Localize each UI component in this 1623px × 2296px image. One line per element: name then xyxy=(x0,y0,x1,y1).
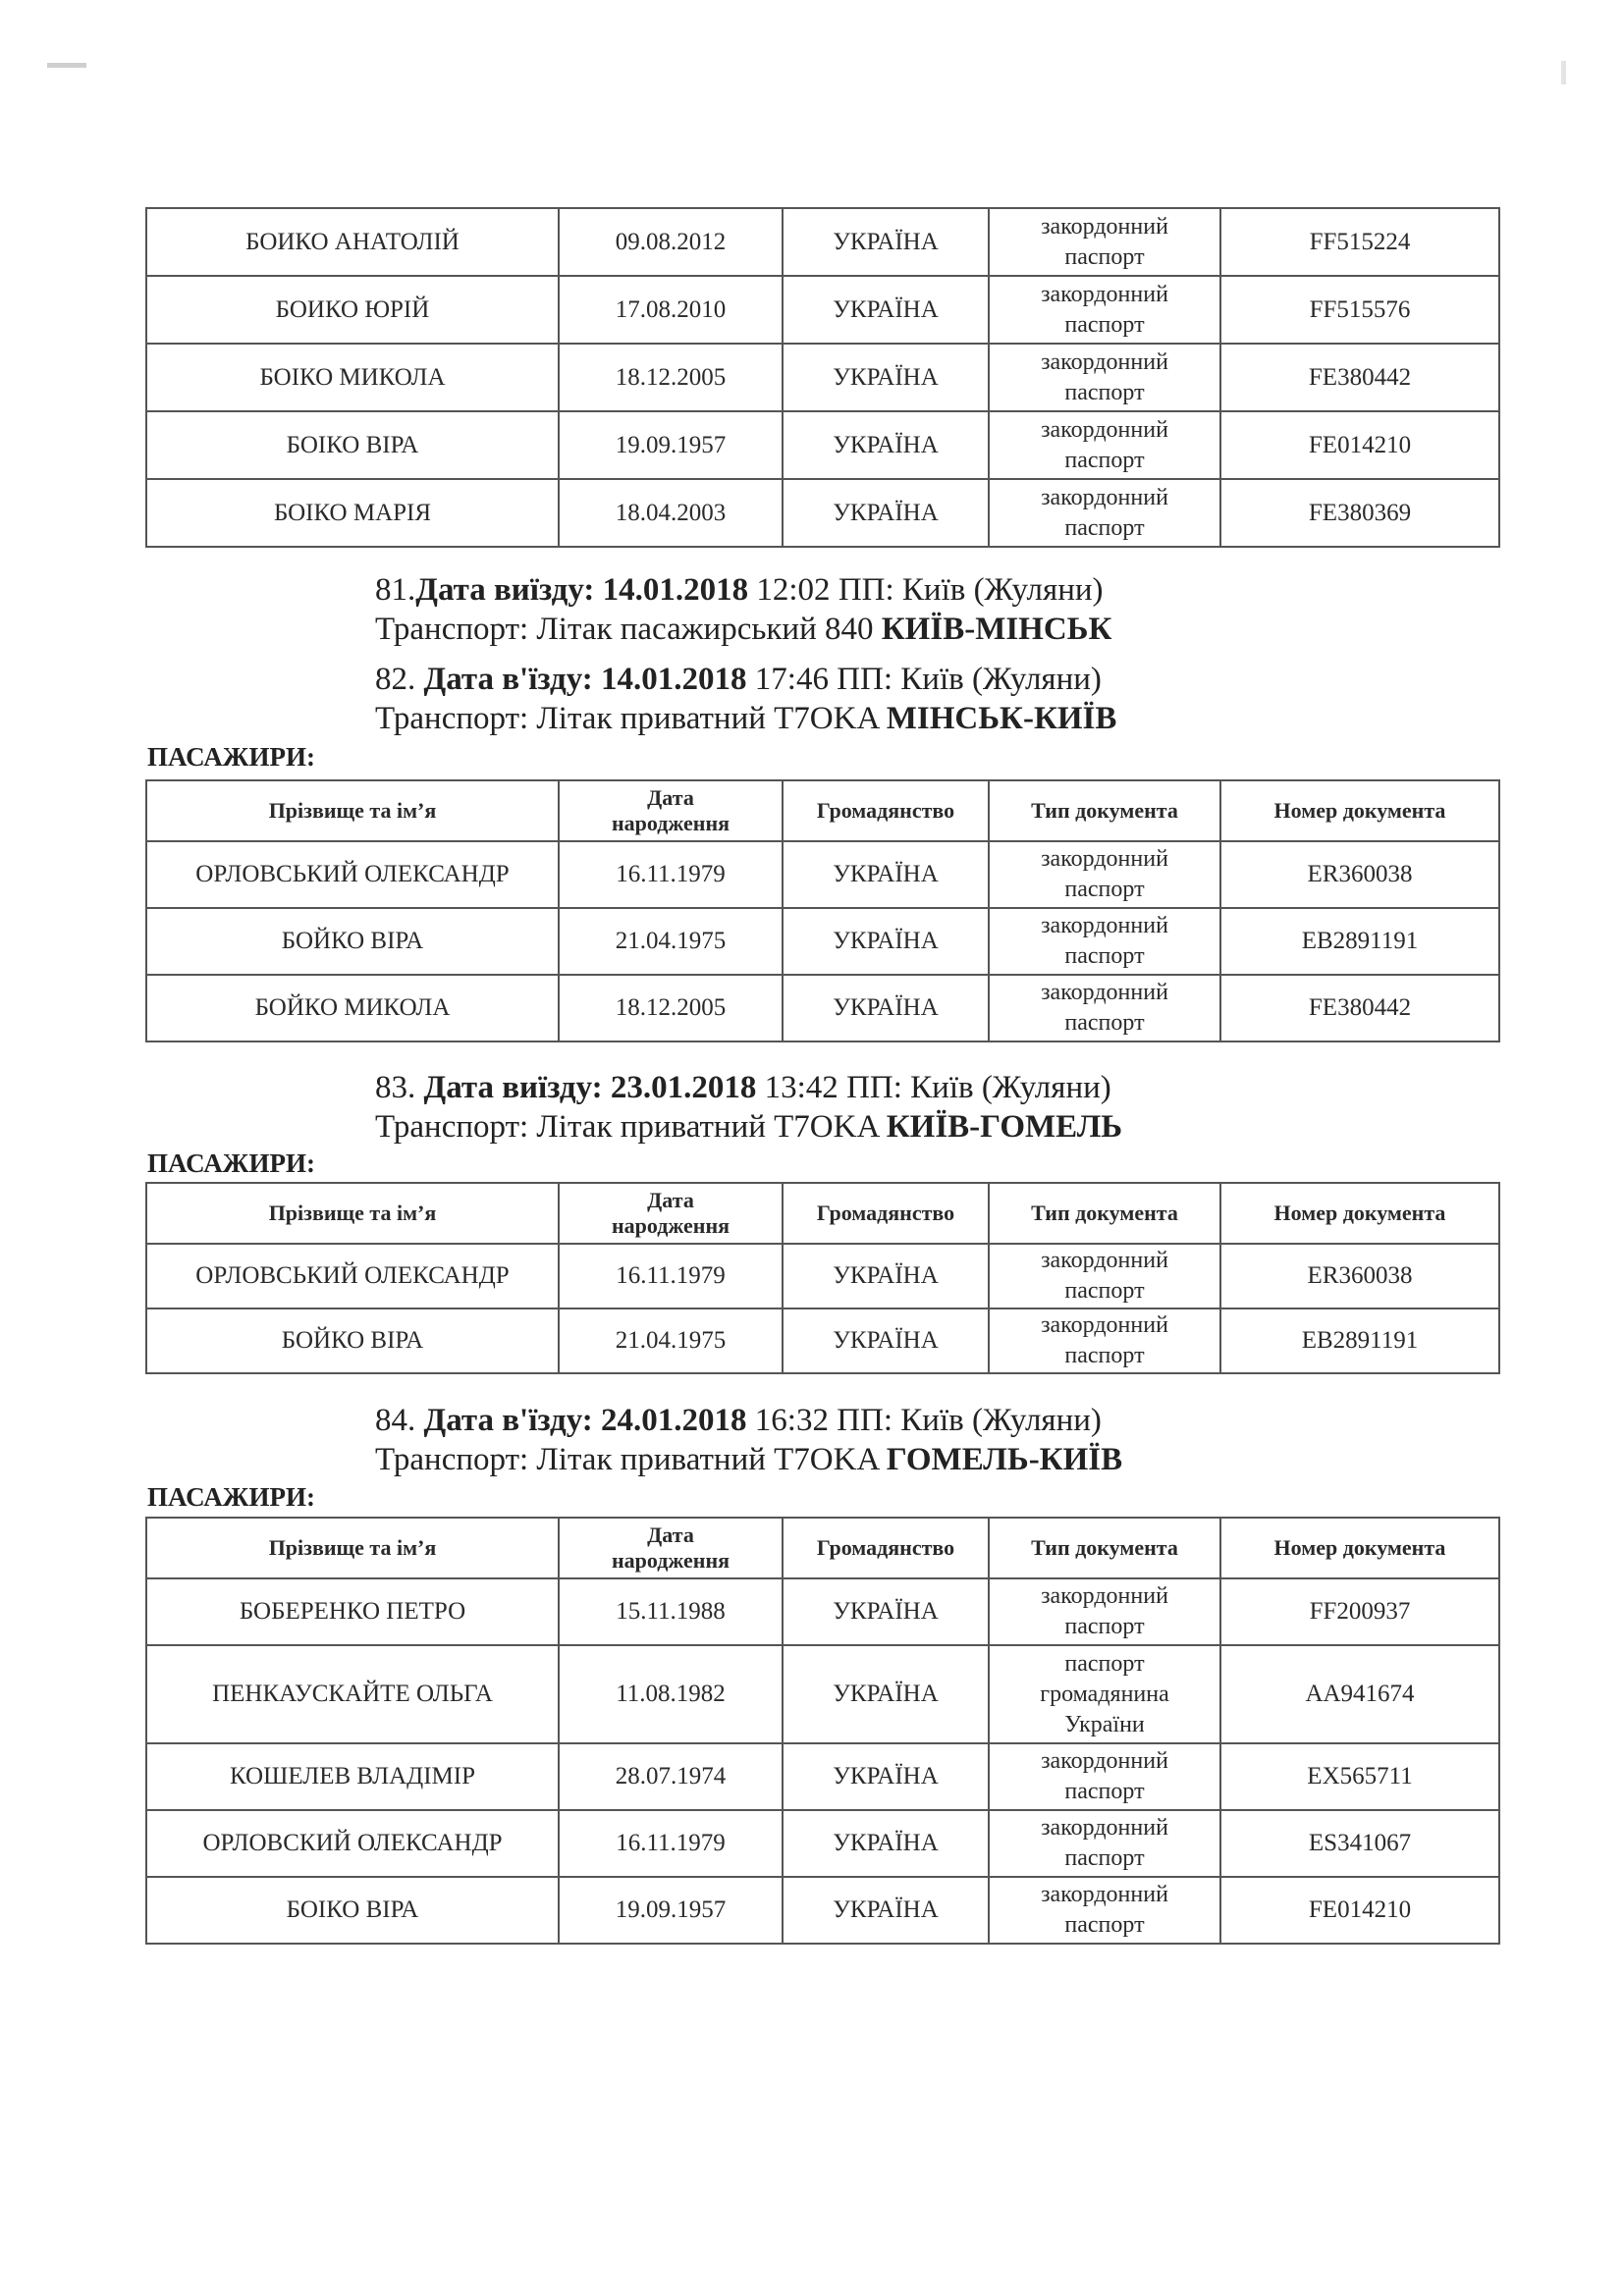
document-type: закордонний паспорт xyxy=(989,208,1220,276)
document-type: закордонний паспорт xyxy=(989,1877,1220,1944)
scan-mark-right xyxy=(1561,61,1566,84)
citizenship: УКРАЇНА xyxy=(783,1743,989,1810)
transport: Транспорт: Літак пасажирський 840 xyxy=(375,612,874,647)
scan-mark-left xyxy=(47,63,86,68)
checkpoint: ПП: Київ (Жуляни) xyxy=(837,1403,1102,1438)
time: 13:42 xyxy=(764,1070,839,1105)
citizenship: УКРАЇНА xyxy=(783,208,989,276)
date-of-birth: 21.04.1975 xyxy=(559,1308,783,1373)
time: 12:02 xyxy=(756,572,831,608)
citizenship: УКРАЇНА xyxy=(783,411,989,479)
route: КИЇВ-МІНСЬК xyxy=(881,612,1112,647)
citizenship: УКРАЇНА xyxy=(783,1308,989,1373)
citizenship: УКРАЇНА xyxy=(783,975,989,1041)
date-of-birth: 16.11.1979 xyxy=(559,1810,783,1877)
document-type: закордонний паспорт xyxy=(989,1743,1220,1810)
transport: Транспорт: Літак приватний T7OKA xyxy=(375,701,879,736)
header-name: Прізвище та ім’я xyxy=(146,1183,559,1244)
passenger-table-83 xyxy=(145,1182,1500,1374)
header-document-type: Тип документа xyxy=(989,780,1220,841)
time: 17:46 xyxy=(754,662,829,697)
document-number: FF515576 xyxy=(1220,276,1499,344)
date-of-birth: 11.08.1982 xyxy=(559,1645,783,1743)
table-row xyxy=(146,1877,1499,1944)
passenger-name: БОІКО МАРІЯ xyxy=(146,479,559,547)
passenger-name: БОІКО МИКОЛА xyxy=(146,344,559,411)
header-document-type: Тип документа xyxy=(989,1518,1220,1578)
transport: Транспорт: Літак приватний T7OKA xyxy=(375,1109,879,1145)
table-row xyxy=(146,1578,1499,1645)
entry-number: 82. xyxy=(375,662,416,697)
date-of-birth: 19.09.1957 xyxy=(559,411,783,479)
table-row xyxy=(146,1645,1499,1743)
citizenship: УКРАЇНА xyxy=(783,1645,989,1743)
passenger-name: КОШЕЛЕВ ВЛАДІМІР xyxy=(146,1743,559,1810)
citizenship: УКРАЇНА xyxy=(783,479,989,547)
date-of-birth: 19.09.1957 xyxy=(559,1877,783,1944)
checkpoint: ПП: Київ (Жуляни) xyxy=(846,1070,1111,1105)
passenger-name: ПЕНКАУСКАЙТЕ ОЛЬГА xyxy=(146,1645,559,1743)
document-type: закордонний паспорт xyxy=(989,908,1220,975)
document-number: FE380369 xyxy=(1220,479,1499,547)
citizenship: УКРАЇНА xyxy=(783,841,989,908)
passenger-table-84 xyxy=(145,1517,1500,1945)
table-row xyxy=(146,841,1499,908)
document-type: закордонний паспорт xyxy=(989,1308,1220,1373)
header-document-number: Номер документа xyxy=(1220,780,1499,841)
date-of-birth: 18.12.2005 xyxy=(559,975,783,1041)
document-number: FE014210 xyxy=(1220,1877,1499,1944)
route: КИЇВ-ГОМЕЛЬ xyxy=(886,1109,1123,1145)
date: 14.01.2018 xyxy=(601,662,747,697)
passenger-name: ОРЛОВСЬКИЙ ОЛЕКСАНДР xyxy=(146,1244,559,1308)
passengers-label: ПАСАЖИРИ: xyxy=(147,742,315,772)
document-number: EX565711 xyxy=(1220,1743,1499,1810)
document-number: FE014210 xyxy=(1220,411,1499,479)
date-of-birth: 15.11.1988 xyxy=(559,1578,783,1645)
table-row xyxy=(146,276,1499,344)
table-header-row xyxy=(146,780,1499,841)
table-row xyxy=(146,1743,1499,1810)
document-type: закордонний паспорт xyxy=(989,276,1220,344)
document-number: FF515224 xyxy=(1220,208,1499,276)
passenger-name: БОЙКО ВІРА xyxy=(146,908,559,975)
document-type: закордонний паспорт xyxy=(989,1578,1220,1645)
checkpoint: ПП: Київ (Жуляни) xyxy=(837,662,1102,697)
table-row xyxy=(146,908,1499,975)
passengers-label: ПАСАЖИРИ: xyxy=(147,1148,315,1178)
entry-number: 83. xyxy=(375,1070,416,1105)
citizenship: УКРАЇНА xyxy=(783,908,989,975)
document-number: EB2891191 xyxy=(1220,908,1499,975)
document-type: закордонний паспорт xyxy=(989,841,1220,908)
header-citizenship: Громадянство xyxy=(783,1183,989,1244)
citizenship: УКРАЇНА xyxy=(783,344,989,411)
citizenship: УКРАЇНА xyxy=(783,276,989,344)
entry-81-heading xyxy=(375,570,1111,649)
passenger-table-82 xyxy=(145,779,1500,1042)
date-of-birth: 17.08.2010 xyxy=(559,276,783,344)
table-row xyxy=(146,344,1499,411)
document-type: закордонний паспорт xyxy=(989,1810,1220,1877)
passenger-name: БОІКО ВІРА xyxy=(146,411,559,479)
date-of-birth: 18.04.2003 xyxy=(559,479,783,547)
table-row xyxy=(146,1308,1499,1373)
passenger-table-continued xyxy=(145,207,1500,548)
table-header-row xyxy=(146,1183,1499,1244)
document-number: AA941674 xyxy=(1220,1645,1499,1743)
table-header-row xyxy=(146,1518,1499,1578)
header-citizenship: Громадянство xyxy=(783,1518,989,1578)
document-type: паспорт громадянина України xyxy=(989,1645,1220,1743)
entry-83-heading xyxy=(375,1068,1122,1147)
date-label: Дата виїзду: xyxy=(423,1070,603,1105)
date-of-birth: 28.07.1974 xyxy=(559,1743,783,1810)
document-number: EB2891191 xyxy=(1220,1308,1499,1373)
date-of-birth: 21.04.1975 xyxy=(559,908,783,975)
date-of-birth: 09.08.2012 xyxy=(559,208,783,276)
header-document-type: Тип документа xyxy=(989,1183,1220,1244)
entry-number: 81. xyxy=(375,572,416,608)
document-number: ES341067 xyxy=(1220,1810,1499,1877)
table-row xyxy=(146,1244,1499,1308)
date-label: Дата в'їзду: xyxy=(423,662,593,697)
document-number: FF200937 xyxy=(1220,1578,1499,1645)
date-label: Дата в'їзду: xyxy=(423,1403,593,1438)
header-name: Прізвище та ім’я xyxy=(146,1518,559,1578)
citizenship: УКРАЇНА xyxy=(783,1578,989,1645)
route: ГОМЕЛЬ-КИЇВ xyxy=(886,1442,1123,1477)
document-type: закордонний паспорт xyxy=(989,975,1220,1041)
passenger-name: БОБЕРЕНКО ПЕТРО xyxy=(146,1578,559,1645)
passengers-label: ПАСАЖИРИ: xyxy=(147,1482,315,1512)
passenger-name: БОЙКО ВІРА xyxy=(146,1308,559,1373)
table-row xyxy=(146,479,1499,547)
entry-number: 84. xyxy=(375,1403,416,1438)
header-date-of-birth: Дата народження xyxy=(559,780,783,841)
document-number: FE380442 xyxy=(1220,344,1499,411)
document-number: ER360038 xyxy=(1220,1244,1499,1308)
header-document-number: Номер документа xyxy=(1220,1518,1499,1578)
header-name: Прізвище та ім’я xyxy=(146,780,559,841)
table-row xyxy=(146,1810,1499,1877)
passenger-name: ОРЛОВСЬКИЙ ОЛЕКСАНДР xyxy=(146,841,559,908)
checkpoint: ПП: Київ (Жуляни) xyxy=(838,572,1104,608)
date-label: Дата виїзду: xyxy=(415,572,595,608)
header-document-number: Номер документа xyxy=(1220,1183,1499,1244)
passenger-name: БОИКО АНАТОЛІЙ xyxy=(146,208,559,276)
document-type: закордонний паспорт xyxy=(989,344,1220,411)
date: 23.01.2018 xyxy=(610,1070,757,1105)
passenger-name: ОРЛОВСКИЙ ОЛЕКСАНДР xyxy=(146,1810,559,1877)
time: 16:32 xyxy=(754,1403,829,1438)
date-of-birth: 16.11.1979 xyxy=(559,1244,783,1308)
header-date-of-birth: Дата народження xyxy=(559,1183,783,1244)
route: МІНСЬК-КИЇВ xyxy=(886,701,1117,736)
document-type: закордонний паспорт xyxy=(989,1244,1220,1308)
entry-84-heading xyxy=(375,1401,1122,1479)
table-row xyxy=(146,975,1499,1041)
citizenship: УКРАЇНА xyxy=(783,1877,989,1944)
passenger-name: БОЙКО МИКОЛА xyxy=(146,975,559,1041)
date-of-birth: 18.12.2005 xyxy=(559,344,783,411)
transport: Транспорт: Літак приватний T7OKA xyxy=(375,1442,879,1477)
entry-82-heading xyxy=(375,660,1116,738)
passenger-name: БОИКО ЮРІЙ xyxy=(146,276,559,344)
date: 24.01.2018 xyxy=(601,1403,747,1438)
header-date-of-birth: Дата народження xyxy=(559,1518,783,1578)
document-number: FE380442 xyxy=(1220,975,1499,1041)
citizenship: УКРАЇНА xyxy=(783,1810,989,1877)
header-citizenship: Громадянство xyxy=(783,780,989,841)
date: 14.01.2018 xyxy=(602,572,749,608)
passenger-name: БОІКО ВІРА xyxy=(146,1877,559,1944)
document-type: закордонний паспорт xyxy=(989,479,1220,547)
document-type: закордонний паспорт xyxy=(989,411,1220,479)
table-row xyxy=(146,208,1499,276)
citizenship: УКРАЇНА xyxy=(783,1244,989,1308)
table-row xyxy=(146,411,1499,479)
date-of-birth: 16.11.1979 xyxy=(559,841,783,908)
document-number: ER360038 xyxy=(1220,841,1499,908)
